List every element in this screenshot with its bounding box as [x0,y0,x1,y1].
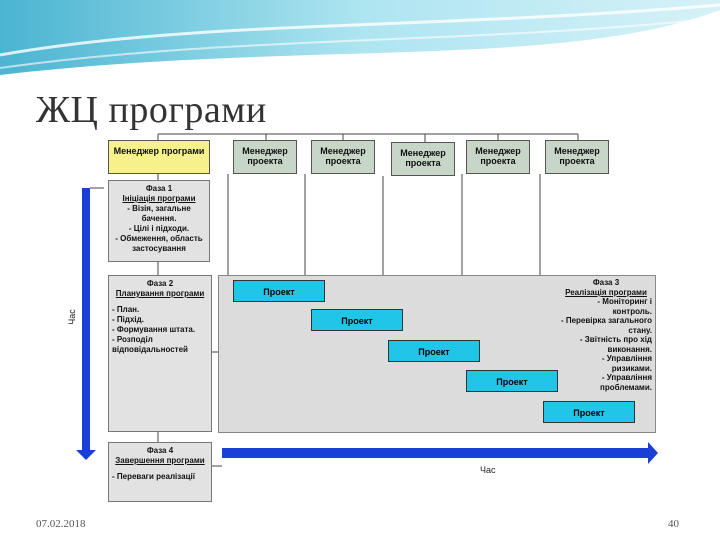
phase-3-name: Реалізація програми [565,287,647,297]
phase-4-item: - Переваги реалізації [112,472,195,481]
phase-3-text [560,278,652,392]
phase-3-item: - Моніторинг і контроль. [597,297,652,316]
project-manager-label: Менеджер проекта [400,148,446,168]
project-manager-label: Менеджер проекта [320,146,366,166]
project-box-5: Проект [543,401,635,423]
phase-1-item: - Цілі і підходи. [128,224,190,233]
slide-page-number: 40 [668,518,679,530]
project-manager-box-1 [233,140,297,174]
horizontal-time-label: Час [480,465,496,475]
phase-4-title: Фаза 4 [146,446,174,455]
phase-3-item: - Перевірка загального стану. [560,316,652,335]
slide-date: 07.02.2018 [36,518,86,530]
project-manager-box-5 [545,140,609,174]
phase-3-item: - Звітність про хід виконання. [579,335,652,354]
phase-3-item: - Управління ризиками. [601,354,652,373]
phase-4-box [108,442,212,502]
phase-1-item: - Обмеження, область застосування [115,234,203,253]
phase-1-name: Ініціація програми [122,194,196,203]
project-manager-label: Менеджер проекта [242,146,288,166]
phase-4-name: Завершення програми [115,456,205,465]
phase-3-title: Фаза 3 [592,278,620,287]
project-box-2: Проект [311,309,403,331]
phase-1-item: - Візія, загальне бачення. [127,204,191,223]
phase-2-title: Фаза 2 [146,279,174,288]
phase-2-item: - Розподіл відповідальностей [112,335,188,354]
project-manager-box-3 [391,142,455,176]
project-manager-box-2 [311,140,375,174]
project-box-3: Проект [388,340,480,362]
project-manager-label: Менеджер проекта [554,146,600,166]
project-box-4: Проект [466,370,558,392]
slide-title: ЖЦ програми [36,89,267,131]
vertical-time-label: Час [66,309,77,325]
program-manager-label: Менеджер програми [113,146,205,156]
phase-2-item: - План. [112,305,140,314]
project-box-1: Проект [233,280,325,302]
phase-2-item: - Підхід. [112,315,144,324]
phase-2-name: Планування програми [115,289,205,298]
phase-2-box [108,275,212,432]
phase-3-item: - Управління проблемами. [600,373,652,392]
phase-1-title: Фаза 1 [145,184,173,193]
phase-2-item: - Формування штата. [112,325,196,334]
program-manager-box [108,140,210,174]
phase-1-box [108,180,210,262]
project-manager-label: Менеджер проекта [475,146,521,166]
project-manager-box-4 [466,140,530,174]
